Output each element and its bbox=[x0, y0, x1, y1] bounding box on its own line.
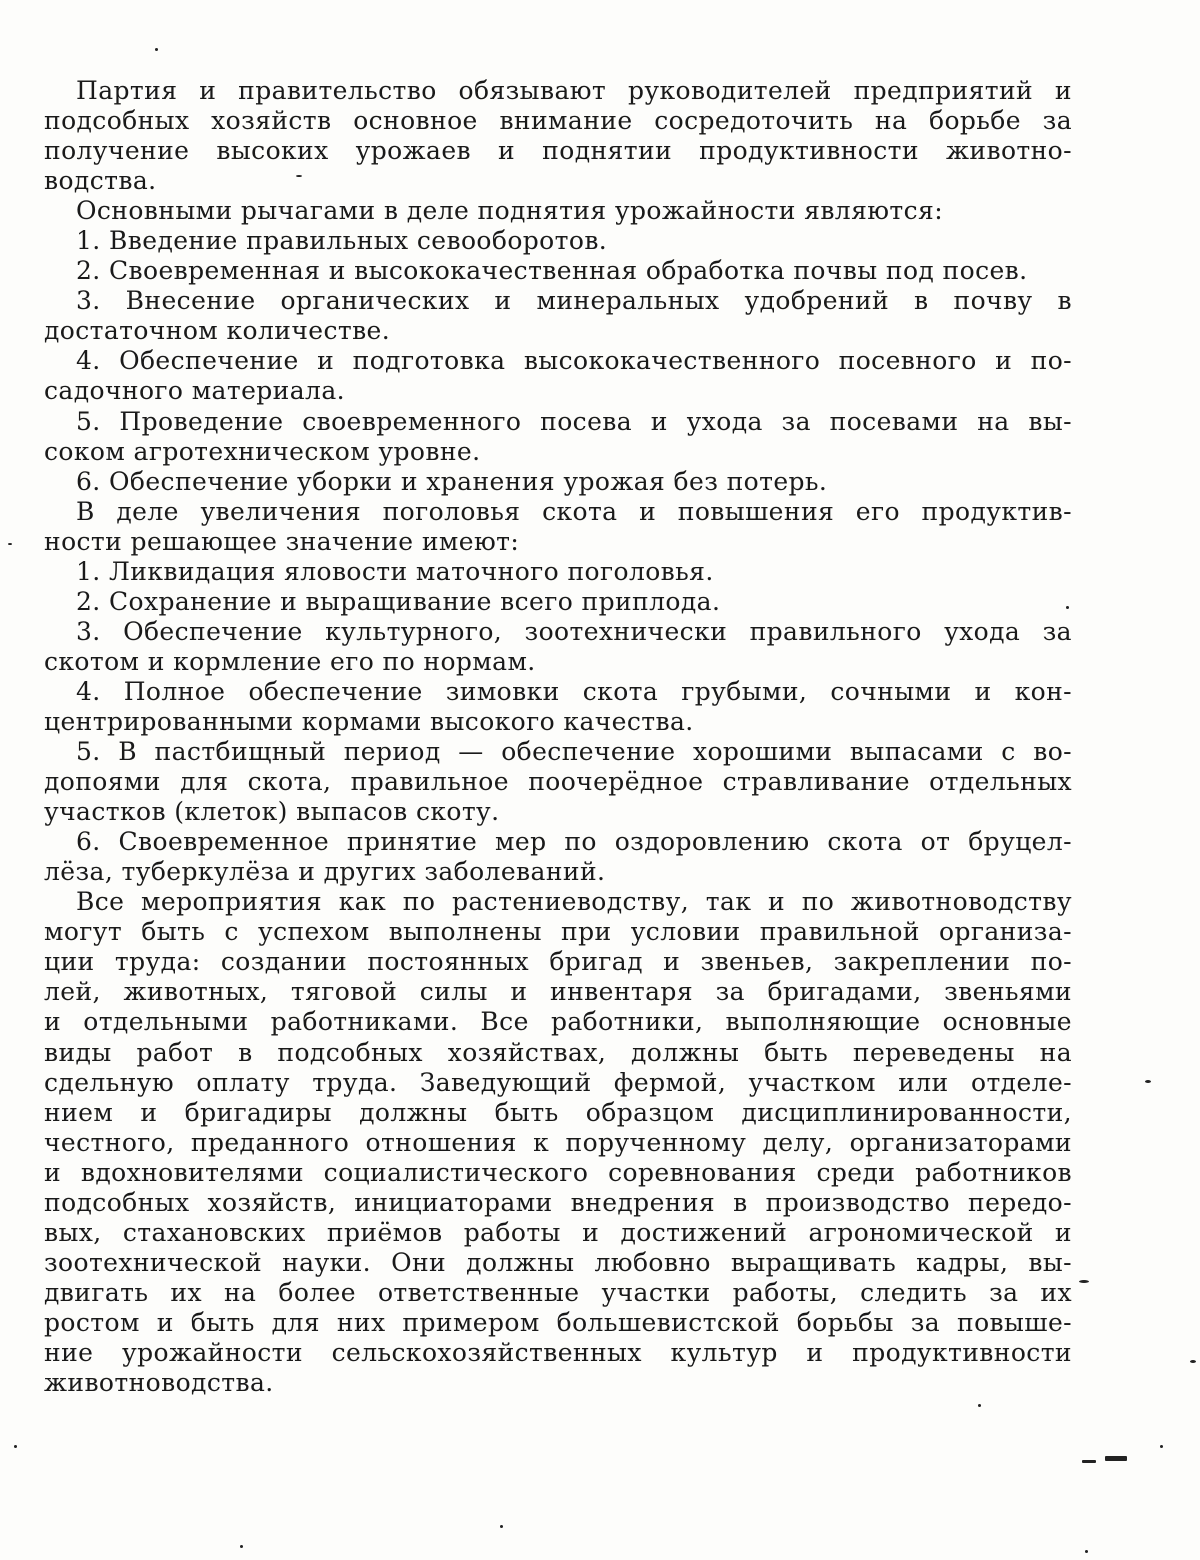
print-speck bbox=[1079, 1280, 1089, 1283]
text-line: 2. Своевременная и высококачественная обработка почвы под посев. bbox=[44, 256, 1072, 286]
text-line: 4. Полное обеспечение зимовки скота грубыми, сочными и кон- bbox=[44, 677, 1072, 707]
crop-item-2 bbox=[44, 256, 1072, 286]
text-line: Партия и правительство обязывают руководителей предприятий и bbox=[44, 76, 1072, 106]
para-conclusion bbox=[44, 887, 1072, 1398]
text-line: 5. В пастбищный период — обеспечение хорошими выпасами с во- bbox=[44, 737, 1072, 767]
text-line: ции труда: создании постоянных бригад и звеньев, закреплении по- bbox=[44, 947, 1072, 977]
livestock-item-3 bbox=[44, 617, 1072, 677]
text-line: двигать их на более ответственные участки работы, следить за их bbox=[44, 1278, 1072, 1308]
text-line: ростом и быть для них примером большевистской борьбы за повыше- bbox=[44, 1308, 1072, 1338]
print-speck bbox=[8, 543, 12, 545]
text-line: 3. Обеспечение культурного, зоотехнически правильного ухода за bbox=[44, 617, 1072, 647]
text-line: Все мероприятия как по растениеводству, так и по животноводству bbox=[44, 887, 1072, 917]
text-line: 6. Своевременное принятие мер по оздоровлению скота от бруцел- bbox=[44, 827, 1072, 857]
text-line: зоотехнической науки. Они должны любовно выращивать кадры, вы- bbox=[44, 1248, 1072, 1278]
text-line: достаточном количестве. bbox=[44, 316, 1072, 346]
text-line: В деле увеличения поголовья скота и повышения его продуктив- bbox=[44, 497, 1072, 527]
text-line: 1. Введение правильных севооборотов. bbox=[44, 226, 1072, 256]
livestock-item-4 bbox=[44, 677, 1072, 737]
text-line: виды работ в подсобных хозяйствах, должны быть переведены на bbox=[44, 1038, 1072, 1068]
text-line: и вдохновителями социалистического соревнования среди работников bbox=[44, 1158, 1072, 1188]
livestock-item-5 bbox=[44, 737, 1072, 827]
text-line: вых, стахановских приёмов работы и достижений агрономической и bbox=[44, 1218, 1072, 1248]
print-speck bbox=[500, 1525, 503, 1528]
crop-item-6 bbox=[44, 467, 1072, 497]
print-speck bbox=[1145, 1080, 1151, 1083]
print-speck bbox=[1085, 1550, 1088, 1553]
text-line: ности решающее значение имеют: bbox=[44, 527, 1072, 557]
text-line: сдельную оплату труда. Заведующий фермой, участком или отделе- bbox=[44, 1068, 1072, 1098]
print-speck bbox=[296, 175, 302, 177]
text-line: лей, животных, тяговой силы и инвентаря за бригадами, звеньями bbox=[44, 977, 1072, 1007]
text-line: подсобных хозяйств основное внимание сосредоточить на борьбе за bbox=[44, 106, 1072, 136]
livestock-item-2 bbox=[44, 587, 1072, 617]
print-speck bbox=[978, 1404, 981, 1407]
text-line: участков (клеток) выпасов скоту. bbox=[44, 797, 1072, 827]
text-line: подсобных хозяйств, инициаторами внедрения в производство передо- bbox=[44, 1188, 1072, 1218]
text-line: 2. Сохранение и выращивание всего приплода. bbox=[44, 587, 1072, 617]
print-speck bbox=[1160, 1445, 1163, 1448]
text-line: животноводства. bbox=[44, 1368, 1072, 1398]
text-line: честного, преданного отношения к порученному делу, организаторами bbox=[44, 1128, 1072, 1158]
text-line: лёза, туберкулёза и других заболеваний. bbox=[44, 857, 1072, 887]
text-line: и отдельными работниками. Все работники, выполняющие основные bbox=[44, 1007, 1072, 1037]
print-speck bbox=[1082, 1460, 1096, 1463]
text-line: Основными рычагами в деле поднятия урожайности являются: bbox=[44, 196, 1072, 226]
para-intro bbox=[44, 76, 1072, 196]
text-line: водства. bbox=[44, 166, 1072, 196]
livestock-item-6 bbox=[44, 827, 1072, 887]
text-line: ние урожайности сельскохозяйственных культур и продуктивности bbox=[44, 1338, 1072, 1368]
print-speck bbox=[155, 48, 158, 51]
text-line: допоями для скота, правильное поочерёдное стравливание отдельных bbox=[44, 767, 1072, 797]
para-livestock-heading bbox=[44, 497, 1072, 557]
text-line: получение высоких урожаев и поднятии продуктивности животно- bbox=[44, 136, 1072, 166]
print-speck bbox=[14, 1445, 17, 1448]
para-crop-levers-heading bbox=[44, 196, 1072, 226]
crop-item-3 bbox=[44, 286, 1072, 346]
text-line: соком агротехническом уровне. bbox=[44, 437, 1072, 467]
body-text bbox=[44, 76, 1072, 1398]
text-line: могут быть с успехом выполнены при условии правильной организа- bbox=[44, 917, 1072, 947]
crop-item-4 bbox=[44, 346, 1072, 406]
text-line: 3. Внесение органических и минеральных удобрений в почву в bbox=[44, 286, 1072, 316]
text-line: 5. Проведение своевременного посева и ухода за посевами на вы- bbox=[44, 407, 1072, 437]
text-line: скотом и кормление его по нормам. bbox=[44, 647, 1072, 677]
crop-item-1 bbox=[44, 226, 1072, 256]
crop-item-5 bbox=[44, 407, 1072, 467]
text-line: центрированными кормами высокого качества. bbox=[44, 707, 1072, 737]
scanned-page bbox=[0, 0, 1200, 1560]
text-line: 1. Ликвидация яловости маточного поголовья. bbox=[44, 557, 1072, 587]
text-line: 4. Обеспечение и подготовка высококачественного посевного и по- bbox=[44, 346, 1072, 376]
print-speck bbox=[240, 1545, 243, 1548]
print-speck bbox=[1066, 606, 1069, 609]
text-line: нием и бригадиры должны быть образцом дисциплинированности, bbox=[44, 1098, 1072, 1128]
text-line: 6. Обеспечение уборки и хранения урожая без потерь. bbox=[44, 467, 1072, 497]
text-line: садочного материала. bbox=[44, 376, 1072, 406]
print-speck bbox=[1190, 1360, 1196, 1363]
livestock-item-1 bbox=[44, 557, 1072, 587]
print-speck bbox=[1105, 1456, 1127, 1461]
